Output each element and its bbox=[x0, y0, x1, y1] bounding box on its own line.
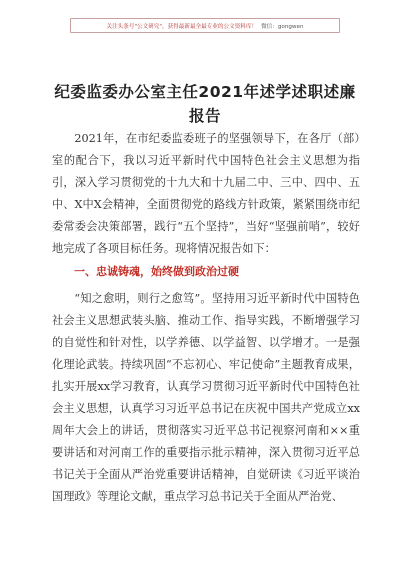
header-banner bbox=[70, 18, 340, 33]
banner-text: 关注头条号"公文研究"，获得最新最全最专业的公文资料库！ bbox=[106, 23, 258, 30]
document-title: 纪委监委办公室主任2021年述学述职述廉报告 bbox=[54, 83, 356, 125]
paragraph-body: “知之愈明，则行之愈笃”。坚持用习近平新时代中国特色社会主义思想武装头脑、推动工作、指导实践，不断增强学习的自觉性和针对性，以学养德、以学益智、以学增才。一是强化理论武装。持续巩固“不忘初心、牢记使命”主题教育成果，扎实开展xx学习教育，认真学习贯彻习近平新时代中国特色社会主义思想，认真学习习近平总书记在庆祝中国共产党成立xx周年大会上的讲话，贯彻落实习近平总书记视察河南和××重要讲话和对河南工作的重要指示批示精神，深入贯彻习近平总书记关于全面从严治党重要讲话精神，自觉研读《习近平谈治国理政》等理论文献，重点学习总书记关于全面从严治党、 bbox=[52, 292, 360, 503]
banner-wechat: 微信：gongwen bbox=[261, 23, 304, 30]
section-heading: 一、忠诚铸魂，始终做到政治过硬 bbox=[74, 265, 239, 278]
paragraph-intro: 2021年，在市纪委监委班子的坚强领导下，在各厅（部）室的配合下，我以习近平新时代中国特色社会主义思想为指引，深入学习贯彻党的十九大和十九届二中、三中、四中、五中、X中X会精神，全面贯彻党的路线方针政策，紧紧围绕市纪委常委会决策部署，践行“五个坚持”，当好“坚强前哨”，较好地完成了各项目标任务。现将情况报告如下： bbox=[52, 132, 360, 255]
